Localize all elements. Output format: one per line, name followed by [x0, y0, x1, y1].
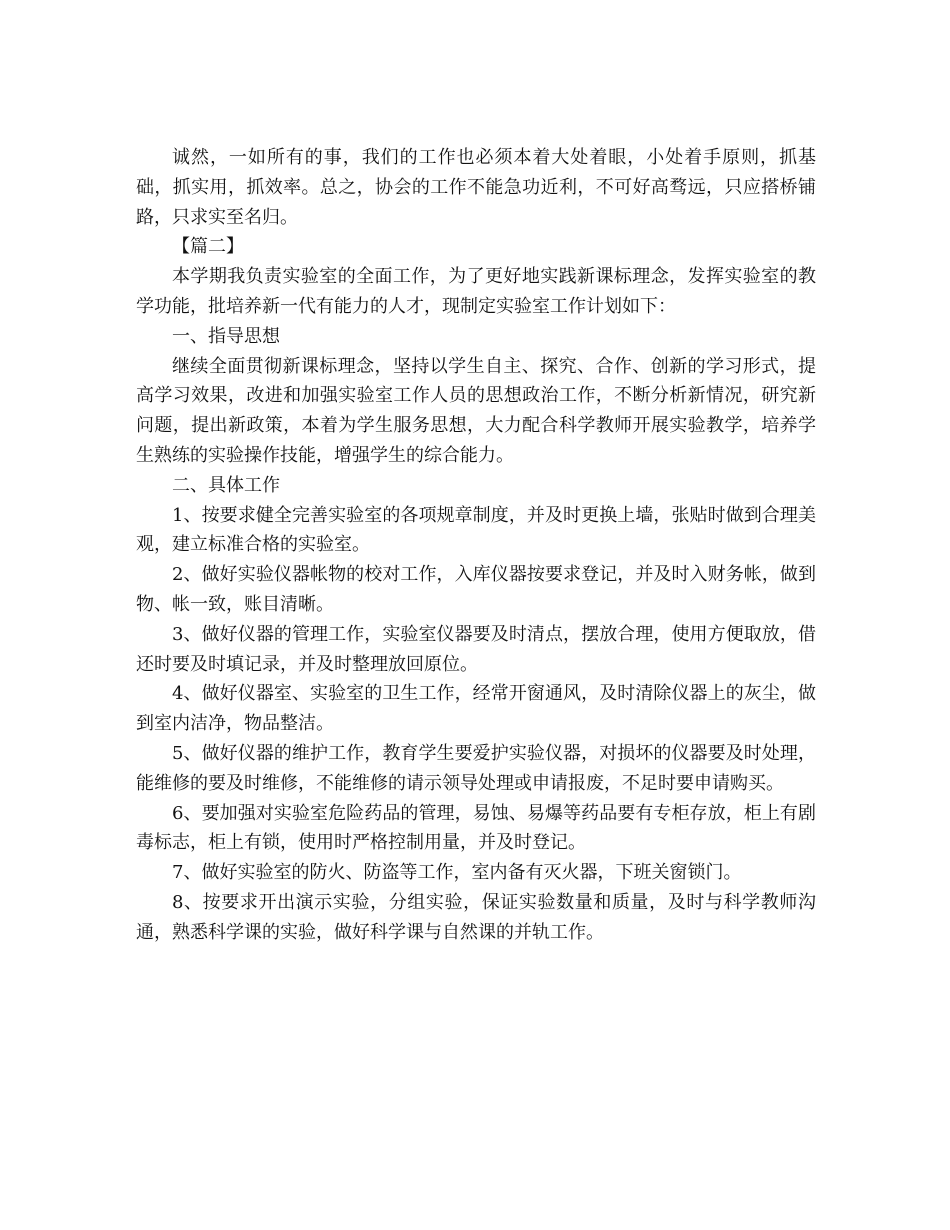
paragraph-intro-conclusion: 诚然，一如所有的事，我们的工作也必须本着大处着眼，小处着手原则，抓基础，抓实用，抓效率。总之，协会的工作不能急功近利，不可好高骛远，只应搭桥铺路，只求实至名归。	[136, 147, 816, 228]
paragraph-guiding-ideology: 继续全面贯彻新课标理念，坚持以学生自主、探究、合作、创新的学习形式，提高学习效果，改进和加强实验室工作人员的思想政治工作，不断分析新情况，研究新问题，提出新政策，本着为学生服务思想，大力配合科学教师开展实验教学，培养学生熟练的实验操作技能，增强学生的综合能力。	[136, 355, 816, 466]
document-body	[136, 143, 816, 948]
list-item-4: 4、做好仪器室、实验室的卫生工作，经常开窗通风，及时清除仪器上的灰尘，做到室内洁净，物品整洁。	[136, 683, 816, 735]
paragraph-semester-plan: 本学期我负责实验室的全面工作，为了更好地实践新课标理念，发挥实验室的教学功能，批培养新一代有能力的人才，现制定实验室工作计划如下：	[136, 266, 816, 317]
list-item-1: 1、按要求健全完善实验室的各项规章制度，并及时更换上墙，张贴时做到合理美观，建立标准合格的实验室。	[136, 504, 816, 556]
heading-specific-work: 二、具体工作	[172, 474, 280, 496]
section-heading-part-two: 【篇二】	[172, 236, 244, 258]
list-item-2: 2、做好实验仪器帐物的校对工作，入库仪器按要求登记，并及时入财务帐，做到物、帐一致，账目清晰。	[136, 564, 816, 615]
list-item-3: 3、做好仪器的管理工作，实验室仪器要及时清点，摆放合理，使用方便取放，借还时要及时填记录，并及时整理放回原位。	[136, 623, 816, 675]
list-item-7: 7、做好实验室的防火、防盗等工作，室内备有灭火器，下班关窗锁门。	[172, 862, 742, 884]
list-item-8: 8、按要求开出演示实验，分组实验，保证实验数量和质量，及时与科学教师沟通，熟悉科学课的实验，做好科学课与自然课的并轨工作。	[136, 891, 816, 943]
list-item-6: 6、要加强对实验室危险药品的管理，易蚀、易爆等药品要有专柜存放，柜上有剧毒标志，柜上有锁，使用时严格控制用量，并及时登记。	[136, 802, 816, 854]
list-item-5: 5、做好仪器的维护工作，教育学生要爱护实验仪器，对损坏的仪器要及时处理，能维修的要及时维修，不能维修的请示领导处理或申请报废，不足时要申请购买。	[136, 742, 816, 794]
heading-guiding-ideology: 一、指导思想	[172, 325, 280, 347]
